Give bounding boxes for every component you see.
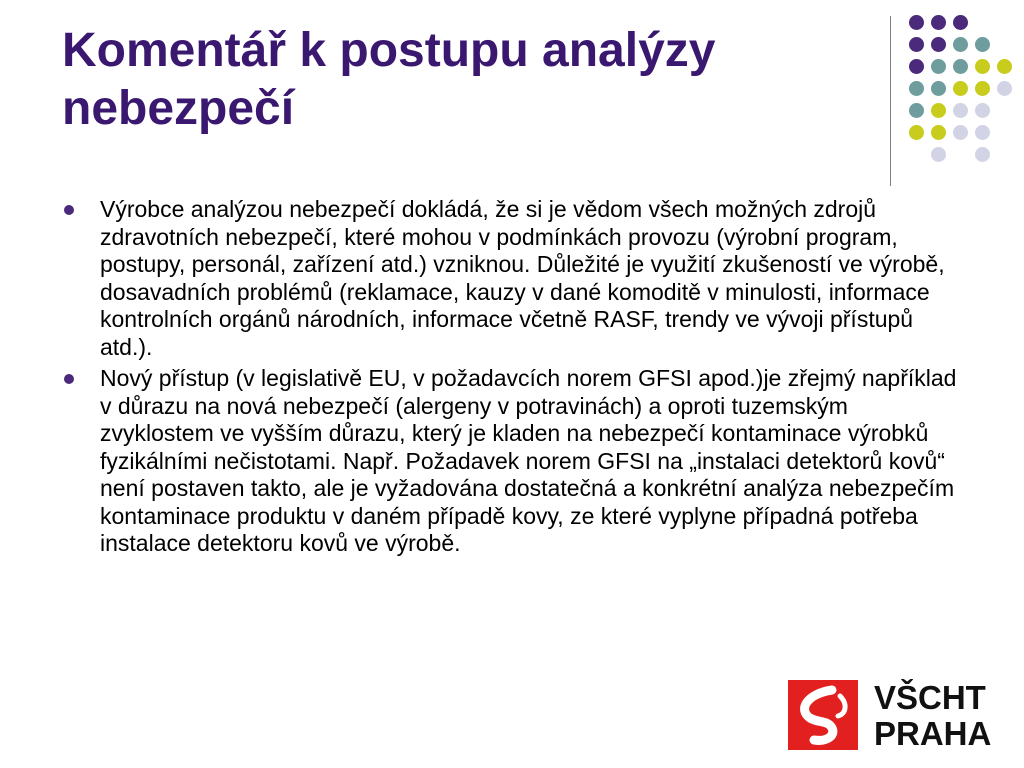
decor-dot [953,15,968,30]
decor-dot [909,15,924,30]
decor-dot [975,59,990,74]
decor-dot [931,15,946,30]
decor-dot [953,59,968,74]
decor-dot [953,125,968,140]
decor-dot [931,103,946,118]
decorative-dot-grid [904,10,1014,170]
decor-dot [909,125,924,140]
decor-dot [975,103,990,118]
decor-dot [931,59,946,74]
decor-dot [909,81,924,96]
decor-dot [909,37,924,52]
bullet-dot-icon [64,374,74,384]
bullet-list [62,196,962,562]
decor-dot [975,147,990,162]
decor-dot [953,81,968,96]
bullet-text: Výrobce analýzou nebezpečí dokládá, že si je vědom všech možných zdrojů zdravotních nebezpečí, které mohou v podmínkách provozu (výrobní program, postupy, personál, zařízení atd.) vzniknou. Důležité je využití zkušeností ve výrobě, dosavadních problémů (reklamace, kauzy v dané komoditě v minulosti, informace kontrolních orgánů národních, informace včetně RASF, trendy ve vývoji přístupů atd.). [100,196,945,360]
vscht-logo-text [874,680,991,752]
decor-dot [975,37,990,52]
slide-title: Komentář k postupu analýzy nebezpečí [62,24,716,135]
decor-dot [997,59,1012,74]
vscht-logo-icon [788,680,858,750]
logo-line-1: VŠCHT [874,679,986,716]
bullet-item [62,365,962,558]
bullet-text: Nový přístup (v legislativě EU, v požadavcích norem GFSI apod.)je zřejmý například v důrazu na nová nebezpečí (alergeny v potravinách) a oproti tuzemským zvyklostem ve vyšším důrazu, který je kladen na nebezpečí kontaminace výrobků fyzikálními nečistotami. Např. Požadavek norem GFSI na „instalaci detektorů kovů“ není postaven takto, ale je vyžadována dostatečná a konkrétní analýza nebezpečím kontaminace produktu v daném případě kovy, ze které vyplyne případná potřeba instalace detektoru kovů ve výrobě. [100,365,957,556]
decor-dot [975,125,990,140]
bullet-item [62,196,962,361]
decor-dot [909,103,924,118]
bullet-dot-icon [64,205,74,215]
decor-dot [931,125,946,140]
decor-dot [953,103,968,118]
title-divider-line [890,16,891,186]
decor-dot [953,37,968,52]
logo-line-2: PRAHA [874,715,992,752]
vscht-logo [788,680,998,752]
decor-dot [975,81,990,96]
decor-dot [931,147,946,162]
decor-dot [931,37,946,52]
decor-dot [997,81,1012,96]
decor-dot [909,59,924,74]
decor-dot [931,81,946,96]
